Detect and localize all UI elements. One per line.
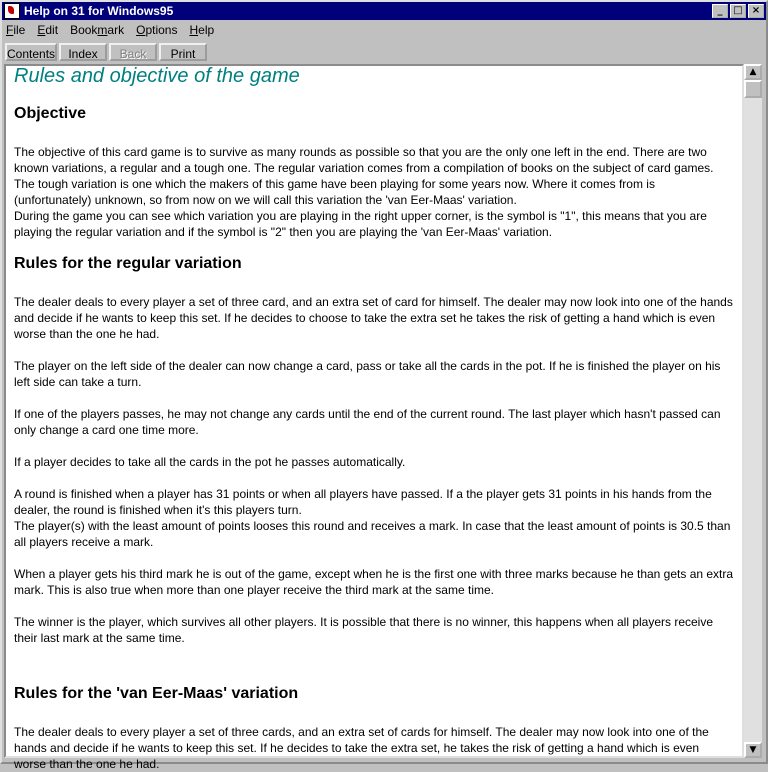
menu-help-mnemonic: H <box>189 22 199 37</box>
page-title: Rules and objective of the game <box>14 65 300 87</box>
scroll-thumb[interactable] <box>744 80 762 98</box>
menu-help[interactable] <box>189 23 214 37</box>
menu-bookmark-mnemonic: m <box>97 22 108 37</box>
scroll-down-arrow-icon[interactable]: ▼ <box>744 742 762 758</box>
regular-paragraph-7: When a player gets his third mark he is out of the game, except when he is the first one with three marks because he than gets an extra mark. This is also true when more than one player receive the third mark at the same time. <box>14 567 734 597</box>
toolbar <box>2 41 766 63</box>
vertical-scrollbar[interactable] <box>744 64 762 758</box>
regular-paragraph-2: The player on the left side of the dealer can now change a card, pass or take all the cards in the pot. If he is finished the player on his left side can take a turn. <box>14 359 721 389</box>
help-app-icon[interactable] <box>4 3 20 19</box>
contents-button[interactable]: Contents <box>5 43 57 61</box>
help-content <box>4 64 744 771</box>
menu-bookmark-label-a: Book <box>70 22 98 37</box>
index-button[interactable]: Index <box>59 43 107 61</box>
print-button[interactable]: Print <box>159 43 207 61</box>
title-bar[interactable] <box>2 2 766 20</box>
vem-paragraph-1: The dealer deals to every player a set of three cards, and an extra set of cards for himself. The dealer may now look into one of the hands and decide if he wants to keep this set. If he decides to take the extra set, he takes the risk of getting a hand which is even worse than the one he had. <box>14 725 709 771</box>
regular-paragraph-1: The dealer deals to every player a set of three card, and an extra set of card for himself. The dealer may now look into one of the hands and decide if he wants to keep this set. If he decides to choose to take the extra set he takes the risk of getting a hand which is even worse than the one he had. <box>14 295 733 341</box>
regular-paragraph-3: If one of the players passes, he may not change any cards until the end of the current round. The last player which hasn't passed can only change a card one time more. <box>14 407 721 437</box>
regular-paragraph-6: The player(s) with the least amount of points looses this round and receives a mark. In case that the least amount of points is 30.5 than all players receive a mark. <box>14 519 731 549</box>
minimize-button[interactable]: _ <box>712 4 728 18</box>
menu-file-label: ile <box>13 22 26 37</box>
maximize-button[interactable]: □ <box>730 4 746 18</box>
regular-paragraph-8: The winner is the player, which survives all other players. It is possible that there is no winner, this happens when all players receive their last mark at the same time. <box>14 615 714 645</box>
menu-file-mnemonic: F <box>6 22 14 37</box>
menu-edit-mnemonic: E <box>37 22 46 37</box>
window-title: Help on 31 for Windows95 <box>24 4 174 18</box>
objective-paragraph-2: During the game you can see which variation you are playing in the right upper corner, is the symbol is "1", this means that you are playing the regular variation and if the symbol is "2" then you are playing the 'van Eer-Maas' variation. <box>14 209 707 239</box>
back-button[interactable]: Back <box>109 43 157 61</box>
scroll-up-arrow-icon[interactable]: ▲ <box>744 64 762 80</box>
objective-paragraph-1: The objective of this card game is to survive as many rounds as possible so that you are the only one left in the end. There are two known variations, a regular and a tough one. The regular variation comes from a compilation of books on the subject of card games. The tough variation is one which the makers of this game have been playing for some years now. Where it comes from is (unfortunately) unknown, so from now on we will call this variation the 'van Eer-Maas' variation. <box>14 145 714 207</box>
menu-options-mnemonic: O <box>136 22 146 37</box>
menu-bar-items <box>0 20 764 39</box>
menu-edit-label: dit <box>45 22 59 37</box>
section-vem-title: Rules for the 'van Eer-Maas' variation <box>14 685 299 702</box>
regular-paragraph-4: If a player decides to take all the cards in the pot he passes automatically. <box>14 455 406 469</box>
close-button[interactable]: × <box>748 4 764 18</box>
menu-help-label: elp <box>198 22 215 37</box>
menu-file[interactable] <box>6 23 25 37</box>
menu-edit[interactable] <box>37 23 58 37</box>
section-objective-title: Objective <box>14 105 87 122</box>
menu-options-label: ptions <box>145 22 178 37</box>
menu-bookmark-label-b: ark <box>107 22 125 37</box>
section-regular-title: Rules for the regular variation <box>14 255 242 272</box>
regular-paragraph-5: A round is finished when a player has 31 points or when all players have passed. If a the player gets 31 points in his hands from the dealer, the round is finished when it's this players turn. <box>14 487 712 517</box>
menu-bookmark[interactable] <box>70 23 124 37</box>
menu-options[interactable] <box>136 23 177 37</box>
